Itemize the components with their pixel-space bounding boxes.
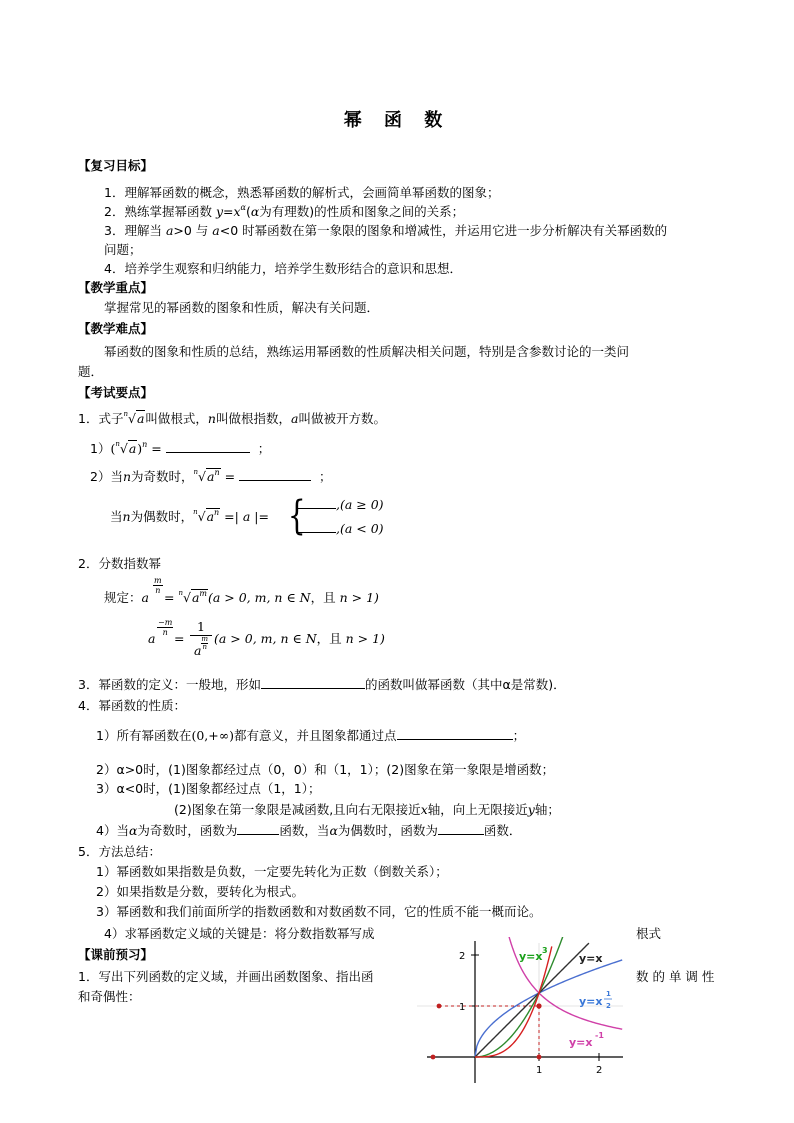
fraction-neg-exponent: −m n	[158, 618, 173, 637]
review-goal-1: 1．理解幂函数的概念，熟悉幂函数的解析式，会画简单幂函数的图象；	[104, 185, 500, 200]
property-1: 1）所有幂函数在(0,+∞)都有意义，并且图象都通过点 ；	[96, 728, 526, 743]
review-goal-2: 2．熟练掌握幂函数 $y=x^\alpha(\alpha$为有理数)的性质和图象之间的关系；	[104, 203, 465, 219]
label-inverse-exponent: -1	[595, 1031, 604, 1040]
preview-question-1: 1．写出下列函数的定义域，并画出函数图象、指出函	[78, 969, 374, 984]
property-3: 3）α<0时，(1)图象都经过点（1，1）；	[96, 781, 321, 796]
method-item-4-end: 根式	[636, 926, 662, 941]
power-function-graph	[413, 937, 625, 1087]
answer-blank[interactable]	[239, 468, 311, 481]
review-goals-heading: 【复习目标】	[78, 158, 154, 173]
label-sqrt-exp-den: 2	[606, 1002, 611, 1010]
difficulties-heading: 【教学难点】	[78, 321, 154, 336]
method-item-3: 3）幂函数和我们前面所学的指数函数和对数函数不同，它的性质不能一概而论。	[96, 904, 542, 919]
fraction-power-rule-2-cond: (a > 0, m, n ∈ N，且 n > 1)	[214, 631, 385, 646]
review-goal-3: 3．理解当 a>0 与 a<0 时幂函数在第一象限的图象和增减性，并运用它进一步分析解决有关幂函数的	[104, 223, 668, 238]
fraction-exponent: m n	[154, 576, 162, 595]
label-sqrt: y=x	[579, 995, 603, 1008]
review-goal-3-cont: 问题；	[104, 242, 142, 257]
page-title: 幂 函 数	[343, 110, 451, 131]
label-inverse: y=x	[569, 1036, 593, 1049]
radical-item-even: 当n为偶数时，$^n√a^n$ =| a |=	[110, 508, 269, 524]
case-nonneg: ,(a ≥ 0)	[296, 496, 384, 513]
method-item-4: 4）求幂函数定义域的关键是：将分数指数幂写成	[104, 926, 375, 941]
cases-brace: {	[287, 493, 306, 539]
preview-question-1-right: 数 的 单 调 性	[636, 969, 715, 984]
answer-blank[interactable]	[296, 496, 336, 509]
preview-question-1-line2: 和奇偶性：	[78, 989, 141, 1004]
point-x1	[537, 1055, 542, 1060]
answer-blank[interactable]	[166, 440, 250, 453]
fraction-power-rule-1-rhs: = $^n√a^m(a > 0$, m, n ∈ N，且 n > 1)	[164, 589, 379, 605]
preview-heading: 【课前预习】	[78, 947, 154, 962]
label-linear: y=x	[579, 952, 603, 965]
label-sqrt-exp-num: 1	[606, 990, 611, 998]
answer-blank[interactable]	[397, 727, 513, 740]
point-origin-left	[431, 1055, 436, 1060]
point-y1	[437, 1004, 442, 1009]
fraction-power-heading: 2．分数指数幂	[78, 556, 161, 571]
radical-item-1: $1)(^n√a)^n$ = ；	[90, 440, 271, 456]
method-item-1: 1）幂函数如果指数是负数，一定要先转化为正数（倒数关系）；	[96, 864, 448, 879]
reciprocal-fraction: 1 a $\frac{m}{n}$	[190, 619, 212, 660]
property-4: 4）当α为奇数时，函数为 函数，当α为偶数时，函数为 函数．	[96, 823, 522, 838]
fraction-power-rule-1: 规定：a	[104, 590, 149, 605]
point-1-1	[536, 1003, 541, 1008]
method-item-2: 2）如果指数是分数，要转化为根式。	[96, 884, 304, 899]
difficulties-line1: 幂函数的图象和性质的总结，熟练运用幂函数的性质解决相关问题，特别是含参数讨论的一类问	[104, 344, 630, 359]
radical-item-2: 2）当n为奇数时，$^n√a^n$ = ；	[90, 468, 332, 484]
difficulties-line2: 题．	[78, 364, 104, 379]
properties-heading: 4．幂函数的性质：	[78, 698, 186, 713]
label-cube: y=x	[519, 950, 543, 963]
y-tick-label-2: 2	[459, 951, 466, 962]
radical-definition: 1．式子$^n$√a叫做根式，n叫做根指数，a叫做被开方数。	[78, 410, 386, 426]
answer-blank[interactable]	[237, 822, 279, 835]
case-neg: ,(a < 0)	[296, 520, 384, 537]
exam-heading: 【考试要点】	[78, 385, 154, 400]
property-3b: (2)图象在第一象限是减函数,且向右无限接近x轴，向上无限接近y轴；	[174, 802, 560, 817]
review-goal-4: 4．培养学生观察和归纳能力，培养学生数形结合的意识和思想．	[104, 261, 462, 276]
x-tick-label-2: 2	[596, 1065, 603, 1076]
answer-blank[interactable]	[438, 822, 484, 835]
key-points-text: 掌握常见的幂函数的图象和性质，解决有关问题．	[104, 300, 380, 315]
method-summary-heading: 5．方法总结：	[78, 844, 161, 859]
fraction-power-rule-2-base: a	[148, 631, 156, 646]
answer-blank[interactable]	[261, 676, 365, 689]
y-tick-label-1: 1	[459, 1002, 466, 1013]
key-points-heading: 【教学重点】	[78, 280, 154, 295]
label-cube-exponent: 3	[542, 946, 548, 955]
power-function-definition: 3．幂函数的定义：一般地，形如 的函数叫做幂函数（其中α是常数)．	[78, 677, 566, 692]
fraction-power-rule-2-eq: =	[174, 631, 185, 646]
x-tick-label-1: 1	[536, 1065, 543, 1076]
answer-blank[interactable]	[296, 520, 336, 533]
property-2: 2）α>0时，(1)图象都经过点（0，0）和（1，1）；(2)图象在第一象限是增函数；	[96, 762, 555, 777]
